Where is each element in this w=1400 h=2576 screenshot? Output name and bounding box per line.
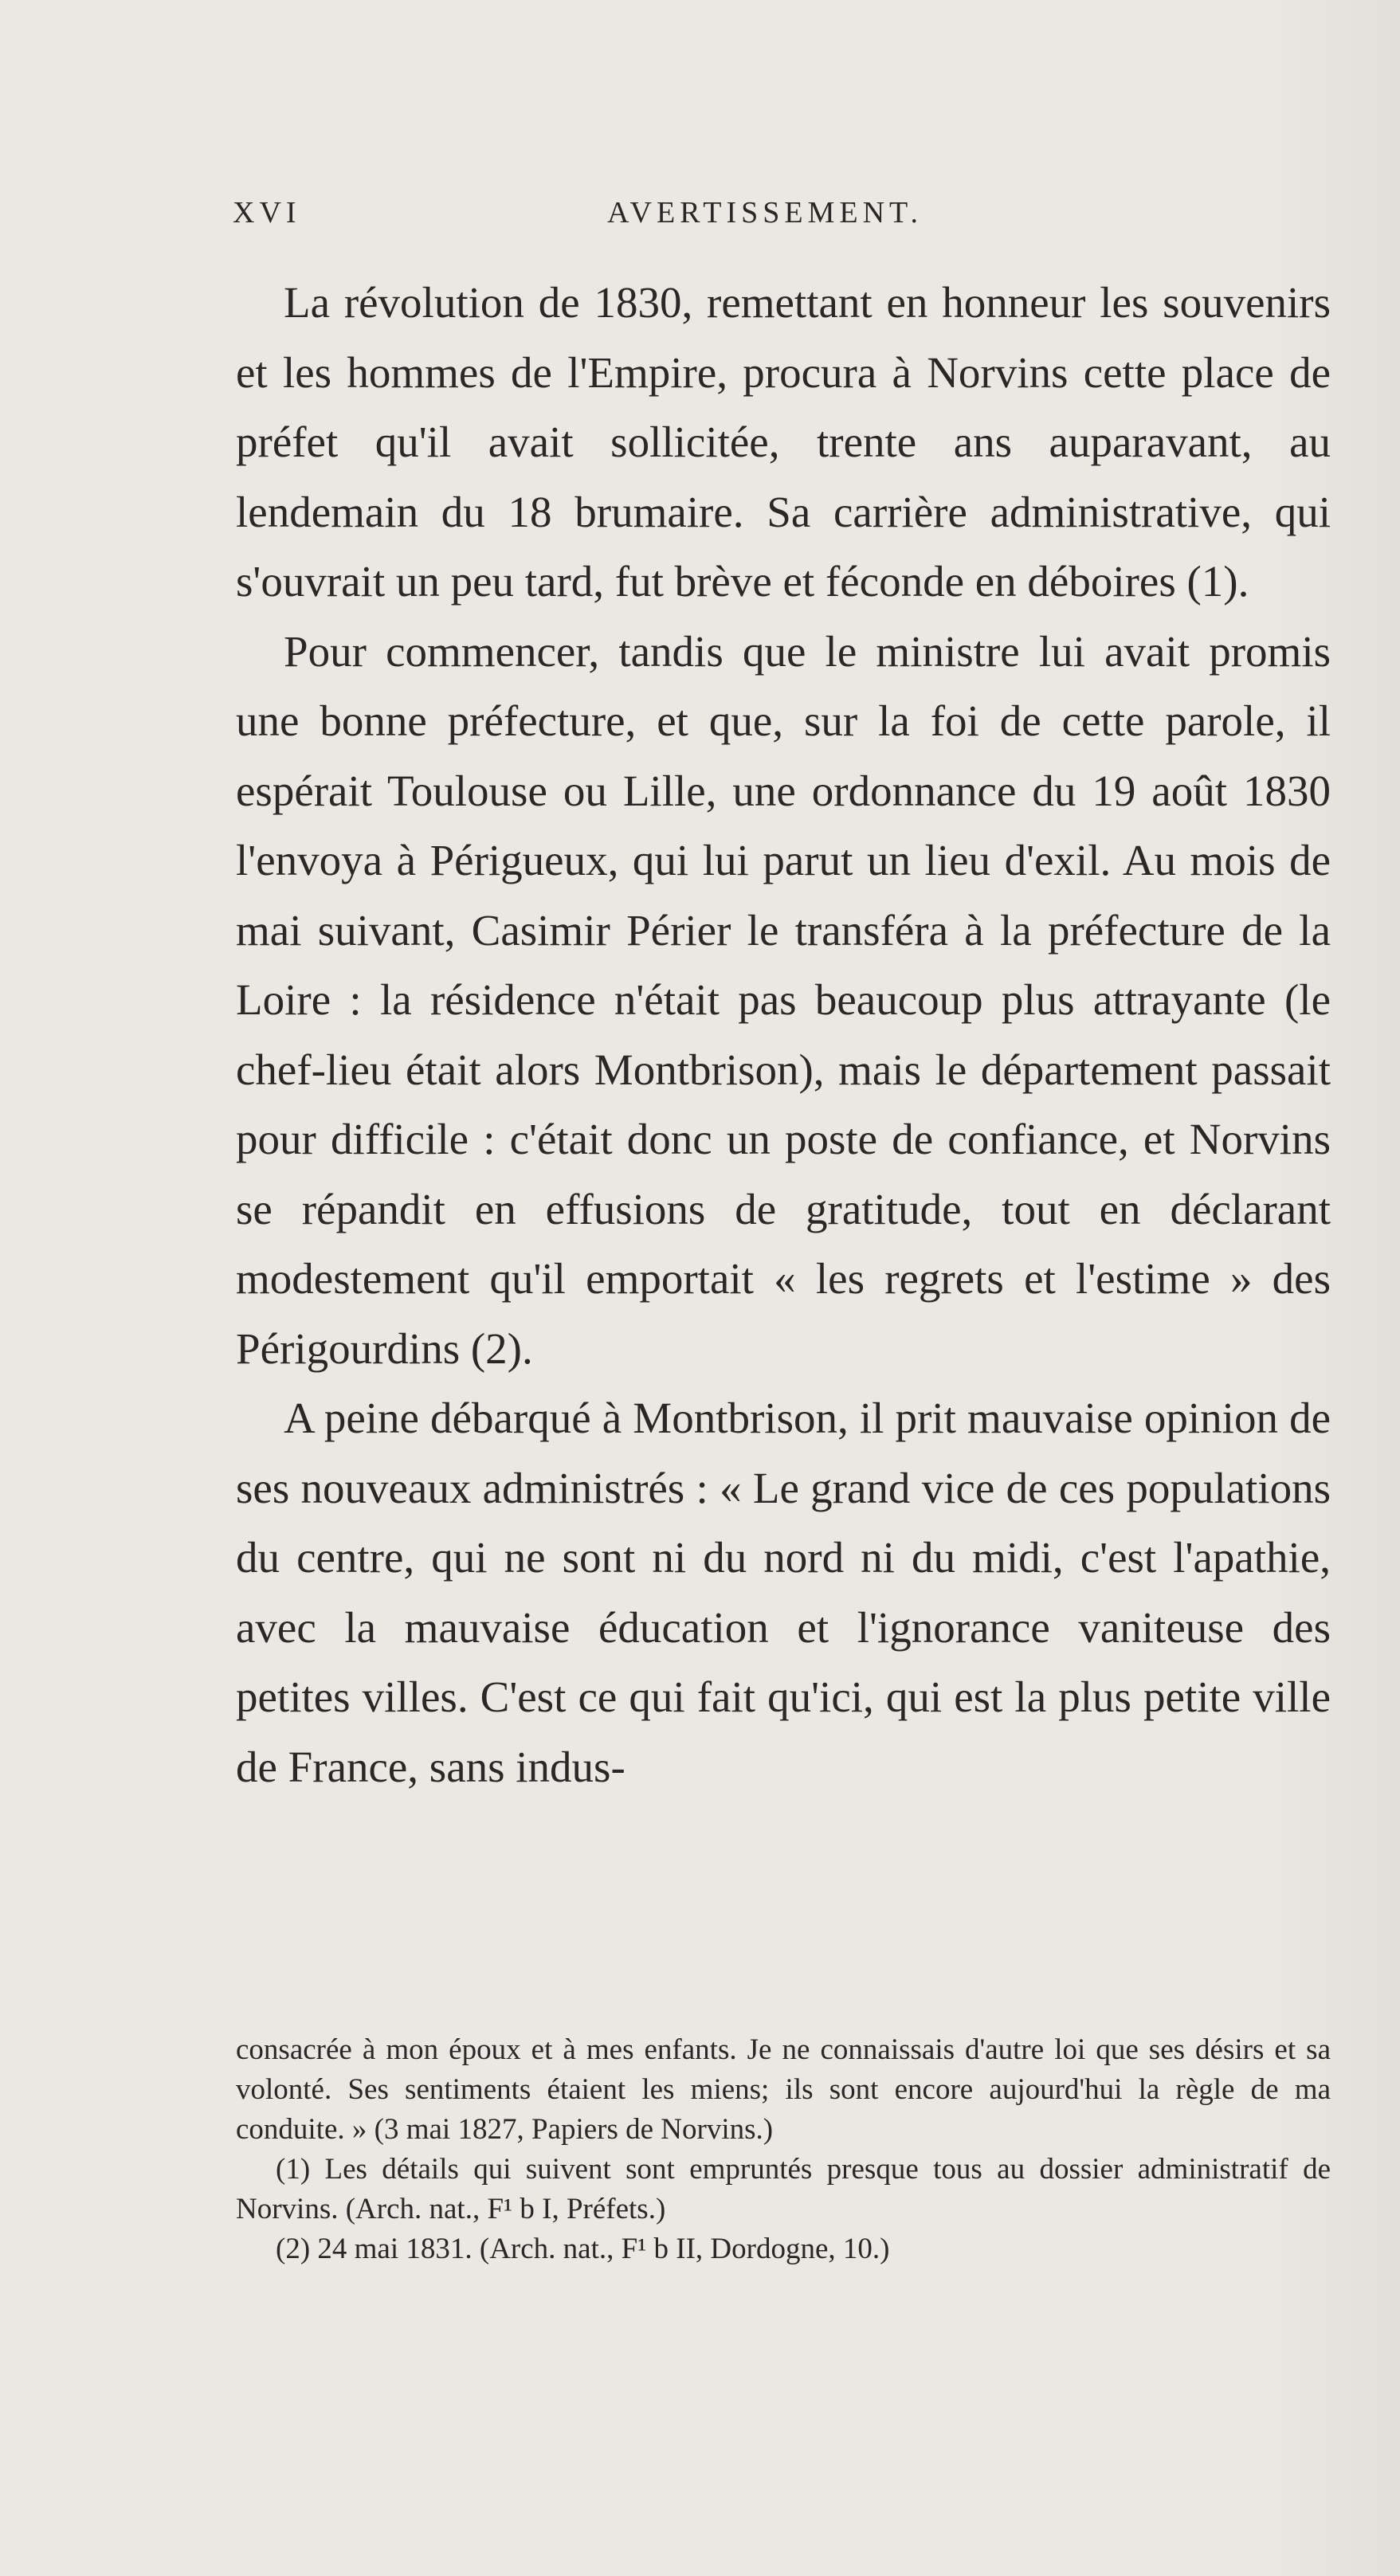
footnote-2: (2) 24 mai 1831. (Arch. nat., F¹ b II, Dordogne, 10.) bbox=[276, 2233, 890, 2265]
footnote-continuation: consacrée à mon époux et à mes enfants. Je ne connaissais d'autre loi que ses désirs et sa volonté. Ses sentiments étaient les miens; ils sont encore aujourd'hui la règle de ma conduite. » (3 mai 1827, Papiers de Norvins.) bbox=[236, 2033, 1331, 2146]
running-title: AVERTISSEMENT. bbox=[607, 196, 923, 229]
paragraph-3: A peine débarqué à Montbrison, il prit mauvaise opinion de ses nouveaux administrés : « Le grand vice de ces populations du centre, qui ne sont ni du nord ni du midi, c'est l'apathie, avec la mauvaise éducation et l'ignorance vaniteuse des petites villes. C'est ce qui fait qu'ici, qui est la plus petite ville de France, sans indus- bbox=[236, 1394, 1331, 1791]
footnote-1: (1) Les détails qui suivent sont empruntés presque tous au dossier administratif de Norvins. (Arch. nat., F¹ b I, Préfets.) bbox=[236, 2153, 1331, 2225]
page-header bbox=[233, 195, 1337, 243]
page-number: XVI bbox=[233, 196, 301, 229]
paragraph-1: La révolution de 1830, remettant en honneur les souvenirs et les hommes de l'Empire, procura à Norvins cette place de préfet qu'il avait sollicitée, trente ans auparavant, au lendemain du 18 brumaire. Sa carrière administrative, qui s'ouvrait un peu tard, fut brève et féconde en déboires (1). bbox=[236, 278, 1331, 606]
paragraph-2: Pour commencer, tandis que le ministre lui avait promis une bonne préfecture, et que, sur la foi de cette parole, il espérait Toulouse ou Lille, une ordonnance du 19 août 1830 l'envoya à Périgueux, qui lui parut un lieu d'exil. Au mois de mai suivant, Casimir Périer le transféra à la préfecture de la Loire : la résidence n'était pas beaucoup plus attrayante (le chef-lieu était alors Montbrison), mais le département passait pour difficile : c'était donc un poste de confiance, et Norvins se répandit en effusions de gratitude, tout en déclarant modestement qu'il emportait « les regrets et l'estime » des Périgourdins (2). bbox=[236, 626, 1331, 1373]
body-text bbox=[236, 268, 1331, 1802]
footnotes bbox=[236, 2030, 1331, 2269]
